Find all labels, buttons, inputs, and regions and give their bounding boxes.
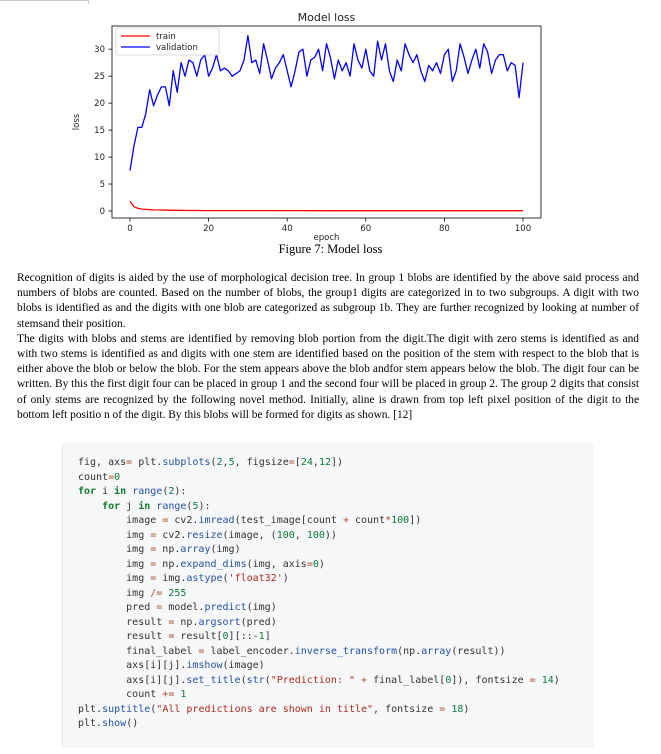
x-tick-label: 40 [281,224,293,234]
code-text: fig, axs= plt.subplots(2,5, figsize=[24,12]) count=0 for i in range(2): for j in range(5): image = cv2.imread(test_image[count + count*100]) img = cv2.resize(image, (100, 100)) img = np.array(img) img = np.expand_dims(img, axis=0) img = img.astype('float32') img /= 255 pred = model.predict(img) result = np.argsort(pred) result = result[0][::-1] final_label = label_encoder.inverse_transform(np.array(result)) axs[i][j].imshow(image) axs[i][j].set_title(str("Prediction: " + final_label[0]), fontsize = 14) count += 1 plt.suptitle("All predictions are shown in title", fontsize = 18) plt.show() [78,457,560,729]
body-text [17,271,639,423]
series-line-validation [130,36,523,171]
series-line-train [130,201,523,210]
figure-model-loss [0,0,661,262]
x-tick-label: 100 [514,224,532,234]
x-tick-label: 0 [127,224,133,234]
code-block [62,443,594,748]
paragraph-1: Recognition of digits is aided by the use of morphological decision tree. In group 1 blobs are identified by the above said process and numbers of blobs are counted. Based on the number of blobs, the group1 digits are categorized in to two subgroups. A digit with two blobs is identified as and the digits with one blob are categorized as subgroup 1b. They are further recognized by looking at number of stemsand their position. [17,272,639,330]
x-tick-label: 80 [438,224,450,234]
y-tick-label: 30 [94,45,105,56]
x-tick-label: 20 [203,224,215,234]
y-tick-label: 20 [94,99,105,110]
y-tick-label: 10 [94,153,105,164]
figure-caption: Figure 7: Model loss [278,242,383,256]
y-tick-label: 5 [99,180,105,191]
y-tick-label: 0 [99,207,105,217]
legend-label-train: train [156,32,176,42]
x-axis-label: epoch [313,233,340,243]
y-tick-label: 15 [94,126,105,137]
loss-chart [0,0,661,262]
y-tick-label: 25 [94,72,105,83]
y-axis-label: loss [72,113,82,131]
x-tick-label: 60 [360,224,372,234]
legend-label-validation: validation [156,43,198,53]
paragraph-2: The digits with blobs and stems are identified by removing blob portion from the digit.The digit with zero stems is identified as and with two stems is identified as and digits with one stem are identified based on the position of the stem with respect to the blob that is either above the blob or below the blob. For the stem appears above the blob andfor stem appears below the blob. The digit four can be written. By this the first digit four can be placed in group 1 and the second four will be placed in group 2. The group 2 digits that consist of only stems are recognized by the following novel method. Initially, aline is drawn from top left pixel position of the digit to the bottom left positio n of the digit. By this blobs will be formed for digits as shown. [12] [17,332,639,421]
chart-title: Model loss [297,11,356,24]
